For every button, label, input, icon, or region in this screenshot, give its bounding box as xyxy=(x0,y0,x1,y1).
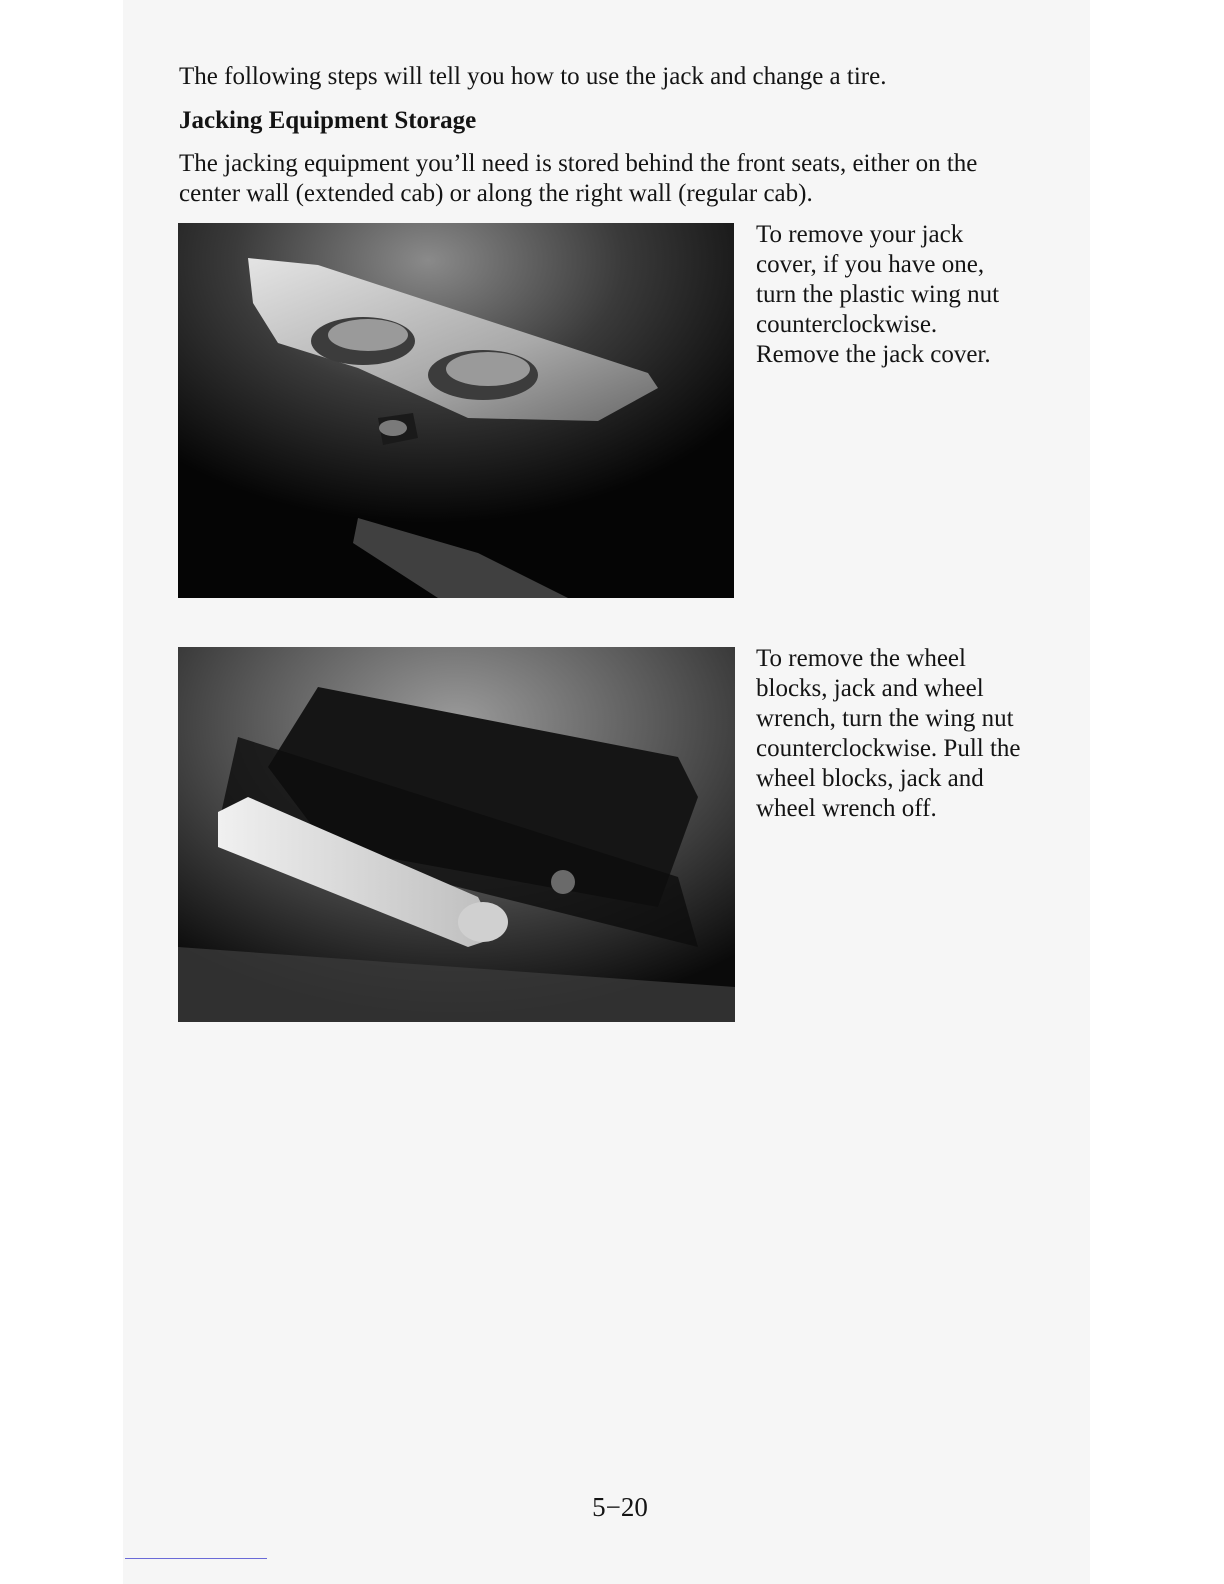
jack-cover-photo xyxy=(178,223,734,598)
intro-text: The following steps will tell you how to use the jack and change a tire. xyxy=(179,63,887,90)
wheel-blocks-instructions: To remove the wheel blocks, jack and wheel wrench, turn the wing nut counterclockwise. Pull the wheel blocks, jack and wheel wrench off. xyxy=(756,645,1021,822)
wheel-blocks-jack-wrench-photo xyxy=(178,647,735,1022)
page-number: 5−20 xyxy=(592,1492,648,1522)
section-heading: Jacking Equipment Storage xyxy=(179,107,477,134)
jack-cover-instructions: To remove your jack cover, if you have one, turn the plastic wing nut counterclockwise. Remove the jack cover. xyxy=(756,221,1000,368)
footer-rule xyxy=(125,1558,267,1559)
section-body-text: The jacking equipment you’ll need is stored behind the front seats, either on the center wall (extended cab) or along the right wall (regular cab). xyxy=(179,150,978,207)
